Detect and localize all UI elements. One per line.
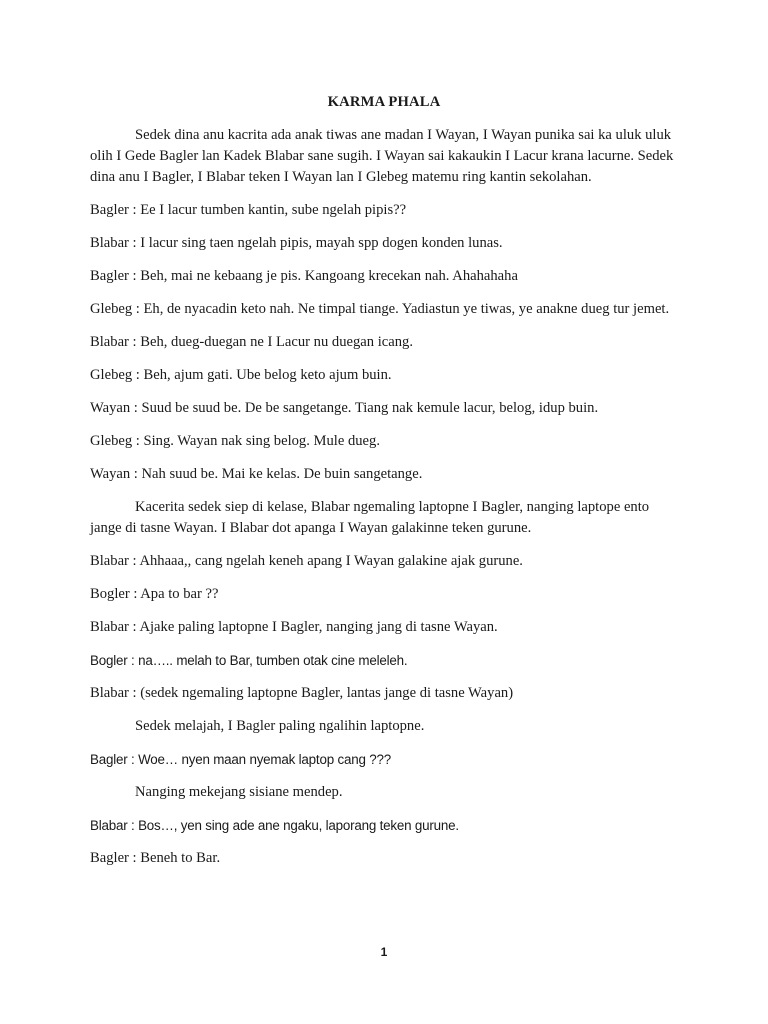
paragraph: Sedek dina anu kacrita ada anak tiwas ane madan I Wayan, I Wayan punika sai ka uluk uluk olih I Gede Bagler lan Kadek Blabar sane sugih. I Wayan sai kakaukin I Lacur krana lacurne. Sedek dina anu I Bagler, I Blabar teken I Wayan lan I Glebeg matemu ring kantin sekolahan.	[90, 127, 674, 185]
paragraph: Nanging mekejang sisiane mendep.	[135, 784, 343, 800]
dialogue-line: Blabar : Beh, dueg-duegan ne I Lacur nu duegan icang.	[90, 334, 413, 350]
dialogue-line: Wayan : Suud be suud be. De be sangetange. Tiang nak kemule lacur, belog, idup buin.	[90, 400, 599, 416]
page-number: 1	[380, 945, 388, 959]
dialogue-line: Glebeg : Eh, de nyacadin keto nah. Ne timpal tiange. Yadiastun ye tiwas, ye anakne dueg tur jemet.	[90, 301, 670, 317]
dialogue-line: Wayan : Nah suud be. Mai ke kelas. De buin sangetange.	[90, 466, 423, 482]
dialogue-line: Blabar : Bos…, yen sing ade ane ngaku, laporang teken gurune.	[90, 818, 459, 833]
dialogue-line: Bagler : Beneh to Bar.	[90, 850, 221, 866]
dialogue-line: Bagler : Beh, mai ne kebaang je pis. Kangoang krecekan nah. Ahahahaha	[90, 268, 518, 284]
dialogue-line: Blabar : (sedek ngemaling laptopne Bagler, lantas jange di tasne Wayan)	[90, 685, 514, 701]
document-title: KARMA PHALA	[327, 94, 441, 110]
dialogue-line: Glebeg : Beh, ajum gati. Ube belog keto ajum buin.	[90, 367, 392, 383]
dialogue-line: Bogler : Apa to bar ??	[90, 586, 219, 602]
dialogue-line: Bagler : Ee I lacur tumben kantin, sube ngelah pipis??	[90, 202, 407, 218]
dialogue-line: Bogler : na….. melah to Bar, tumben otak cine meleleh.	[90, 653, 408, 668]
paragraph: Sedek melajah, I Bagler paling ngalihin laptopne.	[135, 718, 425, 734]
dialogue-line: Blabar : I lacur sing taen ngelah pipis, mayah spp dogen konden lunas.	[90, 235, 503, 251]
dialogue-line: Blabar : Ajake paling laptopne I Bagler, nanging jang di tasne Wayan.	[90, 619, 498, 635]
dialogue-line: Bagler : Woe… nyen maan nyemak laptop cang ???	[90, 752, 391, 767]
dialogue-line: Blabar : Ahhaaa,, cang ngelah keneh apang I Wayan galakine ajak gurune.	[90, 553, 523, 569]
paragraph: Kacerita sedek siep di kelase, Blabar ngemaling laptopne I Bagler, nanging laptope ento jange di tasne Wayan. I Blabar dot apanga I Wayan galakinne teken gurune.	[90, 499, 650, 536]
dialogue-line: Glebeg : Sing. Wayan nak sing belog. Mule dueg.	[90, 433, 380, 449]
document-body	[90, 125, 674, 881]
